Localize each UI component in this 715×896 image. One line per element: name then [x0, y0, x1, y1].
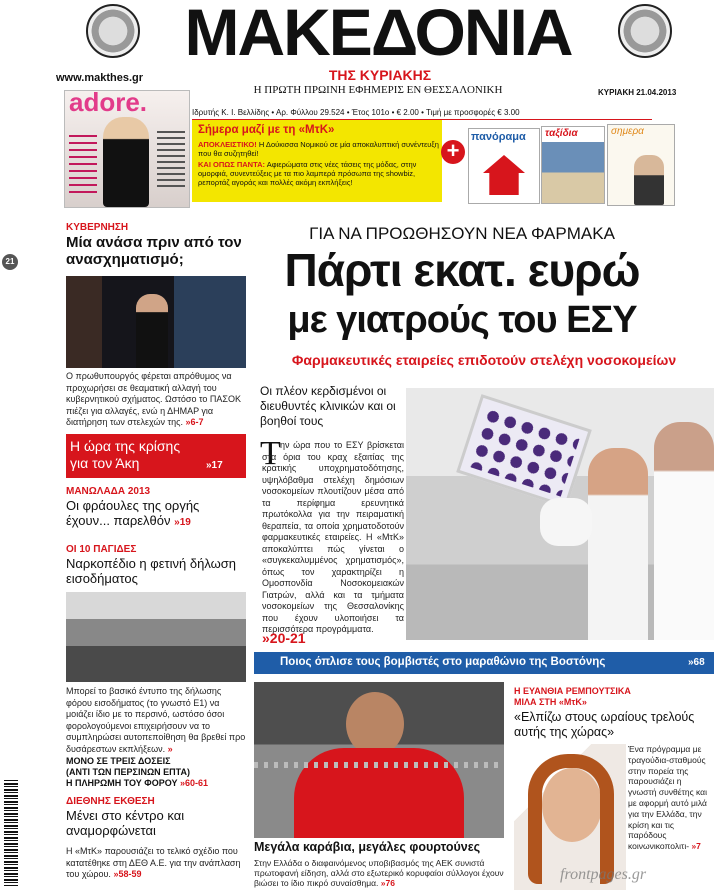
s5-title[interactable]: Μένει στο κέντρο και αναμορφώνεται [66, 808, 185, 838]
fence [254, 762, 504, 768]
adore-logo: adore. [69, 90, 148, 117]
house-icon [483, 155, 525, 195]
lead-subhead: Φαρμακευτικές εταιρείες επιδοτούν στελέχη νοσοκομείων [291, 352, 677, 368]
boston-banner-text: Ποιος όπλισε τους βομβιστές στο μαραθώνιο της Βοστόνης [280, 656, 606, 668]
lead-photo [406, 388, 714, 640]
barcode [4, 780, 18, 886]
panorama-logo: πανόραμα [471, 131, 526, 143]
s5-ref: »58-59 [113, 869, 142, 879]
website[interactable]: www.makthes.gr [56, 72, 144, 84]
sport-ref: »76 [380, 878, 395, 888]
portrait [634, 155, 664, 205]
scientist-2 [654, 422, 714, 640]
lead-headline-2[interactable]: με γιατρούς του ΕΣΥ [287, 299, 637, 341]
s5-text [66, 846, 246, 881]
interview-hair [528, 754, 614, 884]
s1-text [66, 371, 246, 429]
travel-logo: ταξίδια [545, 128, 578, 139]
boston-banner-ref: »68 [688, 657, 705, 668]
sport-photo [254, 682, 504, 838]
s4-title[interactable]: Ναρκοπέδιο η φετινή δήλωση εισοδήματος [66, 556, 237, 586]
lead-body: ην ώρα που το ΕΣΥ βρίσκεται στα όρια του κραχ εξαιτίας της κρατικής υποχρηματοδότησης, υψηλόβαθμα στελέχη δημόσιων νοσοκομείων πλουτίζουν μέσα από τα περίφημα ερευνητικά πρωτόκολλα για την πειραματική θεραπεία, τα οποία χρηματοδοτούν φαρμακευτικές εταιρείες. Η «ΜτΚ» αποκαλύπτει πώς γίνεται ο «συγκεκαλυμμένος χρηματισμός», όπως τον χαρακτηρίζει η Ομοσπονδία Νοσοκομειακών Γιατρών, αλλά και τα τμήματα νοσοκομείων της Θεσσαλονίκης που έχουν υλοποιήσει τα περισσότερα προγράμματα. [262, 440, 404, 634]
travel-insert-cover [541, 126, 605, 204]
lead-ref: »20-21 [262, 630, 306, 646]
s4-photo [66, 592, 246, 682]
right-seal [618, 4, 672, 58]
s2-ref: »17 [206, 460, 223, 471]
interview-section-1: Η ΕΥΑΝΘΙΑ ΡΕΜΠΟΥΤΣΙΚΑ [514, 686, 631, 696]
interview-quote[interactable]: «Ελπίζω στους ωραίους τρελούς αυτής της χώρας» [514, 710, 695, 739]
simera-insert-cover [607, 124, 675, 206]
watermark: frontpages.gr [560, 866, 647, 883]
cover-model [103, 117, 149, 207]
lead-deck: Οι πλέον κερδισμένοι οι διευθυντές κλινικών και οι βοηθοί τους [260, 384, 396, 428]
page-badge: 21 [2, 254, 18, 270]
fan-head [346, 692, 404, 756]
s1-title[interactable]: Μία ανάσα πριν από τον ανασχηματισμό; [66, 234, 242, 268]
s4-sub1: ΜΟΝΟ ΣΕ ΤΡΕΙΣ ΔΟΣΕΙΣ [66, 756, 171, 766]
masthead-subtitle: ΤΗΣ ΚΥΡΙΑΚΗΣ [328, 67, 432, 83]
s3-section: ΜΑΝΩΛΑΔΑ 2013 [66, 486, 151, 497]
simera-logo: σημερα [611, 126, 644, 137]
s4-subref: »60-61 [179, 778, 208, 788]
interview-text-body: Ένα πρόγραμμα με τραγούδια-σταθμούς στην πορεία της παρουσιάζει η γνωστή συνθέτης και με αφορμή αυτό μιλά για την Ελλάδα, την κρίση και τις παρόδους κοινωνικοπολιτι- [628, 744, 707, 852]
s1-section: ΚΥΒΕΡΝΗΣΗ [66, 222, 129, 233]
interview-text [628, 744, 712, 852]
plus-icon: + [441, 140, 465, 164]
info-line: Ιδρυτής Κ. Ι. Βελλίδης • Αρ. Φύλλου 29.524 • Έτος 101ο • € 2.00 • Τιμή με προσφορές € 3.00 [192, 108, 652, 120]
s3-ref: »19 [174, 517, 191, 528]
masthead-title: ΜΑΚΕΔΟΝΙΑ [184, 0, 572, 69]
glove [540, 498, 592, 546]
left-seal [86, 4, 140, 58]
cover-text-left [69, 135, 97, 195]
interview-ref: »7 [691, 841, 701, 852]
s4-sub3-text: Η ΠΛΗΡΩΜΗ ΤΟΥ ΦΟΡΟΥ [66, 778, 178, 788]
promo-text-2 [198, 160, 448, 187]
s4-section: ΟΙ 10 ΠΑΓΙΔΕΣ [66, 544, 137, 555]
s3-title-text: Οι φράουλες της οργής έχουν... παρελθόν [66, 498, 200, 528]
promo-line1-label: ΑΠΟΚΛΕΙΣΤΙΚΟ! [198, 140, 257, 149]
s2-box-text: Η ώρα της κρίσης για τον Άκη [70, 438, 181, 471]
s4-sub2: (ΑΝΤΙ ΤΩΝ ΠΕΡΣΙΝΩΝ ΕΠΤΑ) [66, 767, 190, 777]
s4-ref: » [167, 743, 173, 754]
sport-title[interactable]: Μεγάλα καράβια, μεγάλες φουρτούνες [254, 840, 481, 854]
s3-title[interactable] [66, 498, 246, 530]
s4-sub3 [66, 778, 208, 788]
promo-text-1 [198, 140, 448, 158]
scientist-1 [588, 448, 648, 640]
s1-photo-person [136, 294, 168, 368]
s5-text-body: Η «ΜτΚ» παρουσιάζει το τελικό σχέδιο που κατατέθηκε στη ΔΕΘ Α.Ε. για την ανάπλαση του χώρου. [66, 846, 241, 879]
issue-date: ΚΥΡΙΑΚΗ 21.04.2013 [598, 88, 677, 97]
interview-section-2: ΜΙΛΑ ΣΤΗ «ΜτΚ» [514, 697, 587, 707]
lead-kicker: ΓΙΑ ΝΑ ΠΡΟΩΘΗΣΟΥΝ ΝΕΑ ΦΑΡΜΑΚΑ [309, 224, 615, 243]
s4-text-body: Μπορεί το βασικό έντυπο της δήλωσης φόρου εισοδήματος (το γνωστό Ε1) να μοιάζει ίδιο με το περσινό, ωστόσο όσοι φορολογούμενοι επιχειρήσουν να το συμπληρώσει αυτοπεποίθηση θα βρεθεί προ δυσάρεστων εκπλήξεων. [66, 686, 246, 754]
sport-text [254, 858, 504, 888]
masthead-tagline: Η ΠΡΩΤΗ ΠΡΩΙΝΗ ΕΦΗΜΕΡΙΣ ΕΝ ΘΕΣΣΑΛΟΝΙΚΗ [253, 84, 503, 96]
lead-dropcap: Τ [260, 435, 281, 472]
promo-line2-text: Αφιερώματα στις νέες τάσεις της μόδας, στην ομορφιά, συνεντεύξεις με τα πιο λαμπερά πρόσωπα της showbiz, ρεπορτάζ αγοράς και πολλές ακόμη εκπλήξεις! [198, 160, 417, 187]
s5-section: ΔΙΕΘΝΗΣ ΕΚΘΕΣΗ [66, 796, 155, 807]
lead-headline-1[interactable]: Πάρτι εκατ. ευρώ [284, 244, 640, 296]
cover-text-right [157, 131, 185, 191]
lab-plate [456, 394, 592, 508]
s4-text [66, 686, 246, 755]
sport-text-body: Στην Ελλάδα ο διαφαινόμενος υποβιβασμός της ΑΕΚ συνιστά πρωτοφανή είδηση, αλλά στο εξωτερικό κορυφαίοι σύλλογοι έχουν βιώσει το ίδιο πικρό συναίσθημα. [254, 858, 504, 888]
s1-ref: »6-7 [185, 417, 204, 427]
panorama-insert-cover [468, 128, 540, 204]
promo-heading: Σήμερα μαζί με τη «ΜτΚ» [198, 124, 335, 136]
adore-magazine-cover [64, 90, 190, 208]
promo-line2-label: ΚΑΙ ΟΠΩΣ ΠΑΝΤΑ: [198, 160, 266, 169]
s1-text-body: Ο πρωθυπουργός φέρεται απρόθυμος να προχωρήσει σε θεαματική αλλαγή του κυβερνητικού σχήματος. Ωστόσο το ΠΑΣΟΚ πιέζει για αλλαγές, ενώ η ΔΗΜΑΡ για διατήρηση των στελεχών της. [66, 371, 241, 427]
promo-line1-text: Η Δούκισσα Νομικού σε μία αποκαλυπτική συνέντευξη που θα συζητηθεί! [198, 140, 439, 158]
